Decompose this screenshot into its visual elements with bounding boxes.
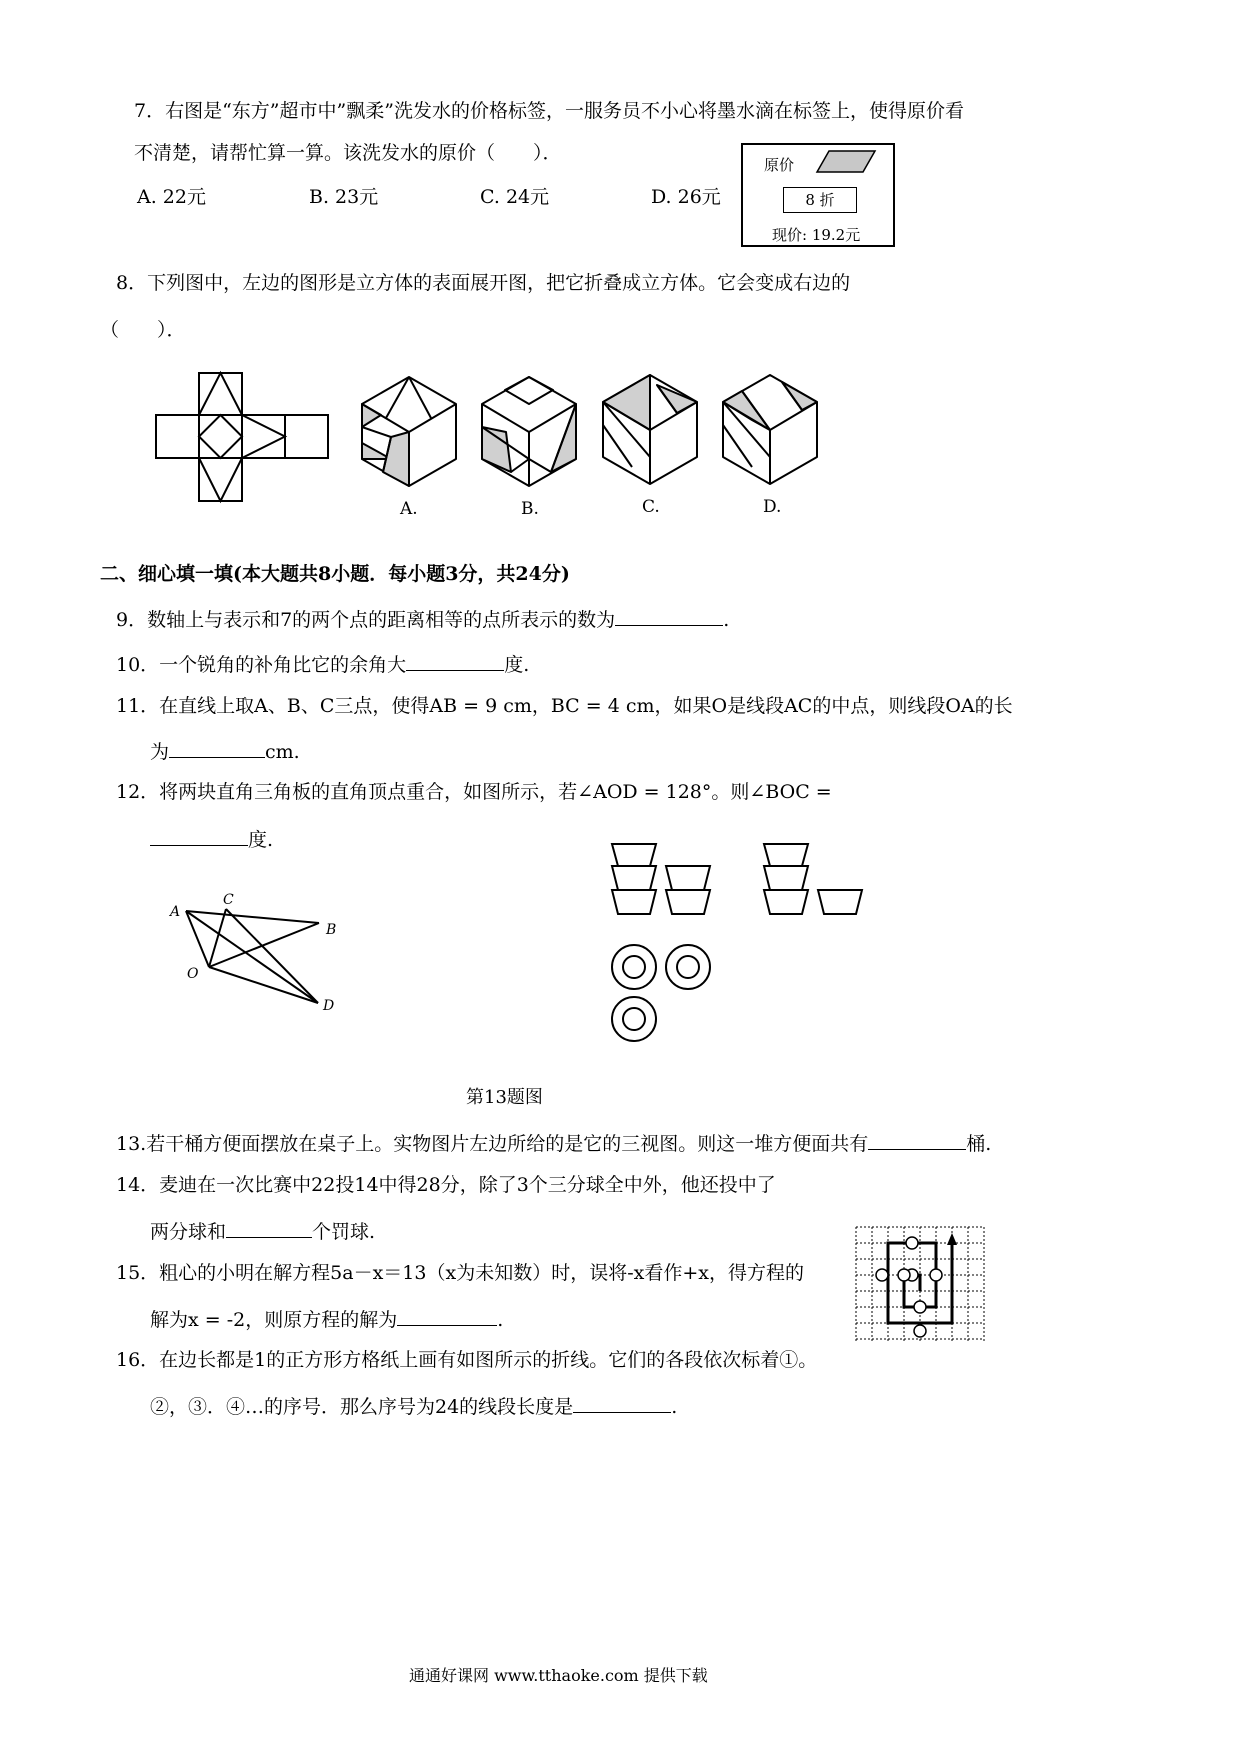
q13: 13.若干桶方便面摆放在桌子上。实物图片左边所给的是它的三视图。则这一堆方便面共有 桶. (116, 1129, 991, 1156)
fig13-caption: 第13题图 (466, 1087, 543, 1108)
q10-answer-blank[interactable] (406, 650, 504, 671)
q14-line1: 14．麦迪在一次比赛中22投14中得28分，除了3个三分球全中外，他还投中了 (116, 1174, 776, 1196)
q12-point-b: B (326, 922, 337, 938)
q16-line2: ②，③．④…的序号．那么序号为24的线段长度是 . (150, 1392, 677, 1419)
q12-line1: 12．将两块直角三角板的直角顶点重合，如图所示，若∠AOD = 128°。则∠BOC = (116, 781, 832, 803)
q12-point-d: D (323, 998, 335, 1014)
price-tag-original-label: 原价 (764, 156, 795, 174)
q8-line1: 8．下列图中，左边的图形是立方体的表面展开图，把它折叠成立方体。它会变成右边的 (116, 272, 851, 294)
arrow-up-icon (947, 1233, 957, 1245)
q11-line1: 11．在直线上取A、B、C三点，使得AB = 9 cm，BC = 4 cm，如果O是线段AC的中点，则线段OA的长 (116, 695, 1013, 717)
q16-answer-blank[interactable] (573, 1392, 671, 1413)
q15-answer-blank[interactable] (397, 1305, 497, 1326)
cube-option-b-label: B. (521, 499, 539, 519)
q13-answer-blank[interactable] (868, 1129, 966, 1150)
cube-option-d (722, 375, 818, 485)
q12-point-c: C (223, 892, 234, 908)
cube-option-a-label: A. (400, 499, 418, 519)
q13-three-views-figure (610, 842, 870, 1042)
q7-option-c: C. 24元 (480, 186, 550, 208)
q12-point-o: O (187, 966, 199, 982)
q14-line2: 两分球和 个罚球. (150, 1217, 375, 1244)
cube-net-figure (156, 372, 328, 502)
q7-option-a: A. 22元 (137, 186, 206, 208)
q16-line1: 16．在边长都是1的正方形方格纸上画有如图所示的折线。它们的各段依次标着①。 (116, 1349, 818, 1371)
q9-answer-blank[interactable] (615, 605, 723, 626)
price-tag-current: 现价: 19.2元 (772, 226, 861, 244)
q15-line1: 15．粗心的小明在解方程5a－x＝13（x为未知数）时，误将-x看作+x，得方程的 (116, 1262, 804, 1284)
price-tag-discount-box (783, 187, 857, 213)
q12-triangle-figure (168, 893, 348, 1013)
price-tag-discount: 8 折 (805, 191, 835, 209)
cube-option-c-label: C. (642, 497, 660, 517)
q11-line2: 为 cm. (150, 737, 300, 764)
q11-answer-blank[interactable] (169, 737, 265, 758)
q7-option-b: B. 23元 (309, 186, 379, 208)
cube-option-c (602, 375, 698, 485)
q7-option-d: D. 26元 (651, 186, 721, 208)
q10: 10．一个锐角的补角比它的余角大 度. (116, 650, 529, 677)
cube-option-d-label: D. (763, 497, 782, 517)
q12-point-a: A (170, 904, 181, 920)
q8-line2: （ ）． (100, 319, 186, 341)
footer: 通通好课网 www.tthaoke.com 提供下载 (409, 1666, 708, 1685)
q14-answer-blank[interactable] (226, 1217, 312, 1238)
cube-option-a (361, 377, 457, 487)
q7-line2: 不清楚，请帮忙算一算。该洗发水的原价（ ）． (134, 142, 562, 164)
ink-blot-icon (817, 150, 877, 174)
q9: 9．数轴上与表示和7的两个点的距离相等的点所表示的数为 . (116, 605, 729, 632)
q16-grid-polyline-figure (854, 1225, 988, 1345)
q12-line2: 度. (150, 825, 273, 852)
section-2-heading: 二、细心填一填(本大题共8小题．每小题3分，共24分) (100, 563, 570, 585)
price-tag (741, 143, 895, 247)
cube-option-b (481, 377, 577, 487)
q12-answer-blank[interactable] (150, 825, 248, 846)
q7-line1: 7．右图是“东方”超市中”飘柔”洗发水的价格标签，一服务员不小心将墨水滴在标签上，使得原价看 (134, 100, 964, 122)
q15-line2: 解为x = -2，则原方程的解为 . (150, 1305, 503, 1332)
